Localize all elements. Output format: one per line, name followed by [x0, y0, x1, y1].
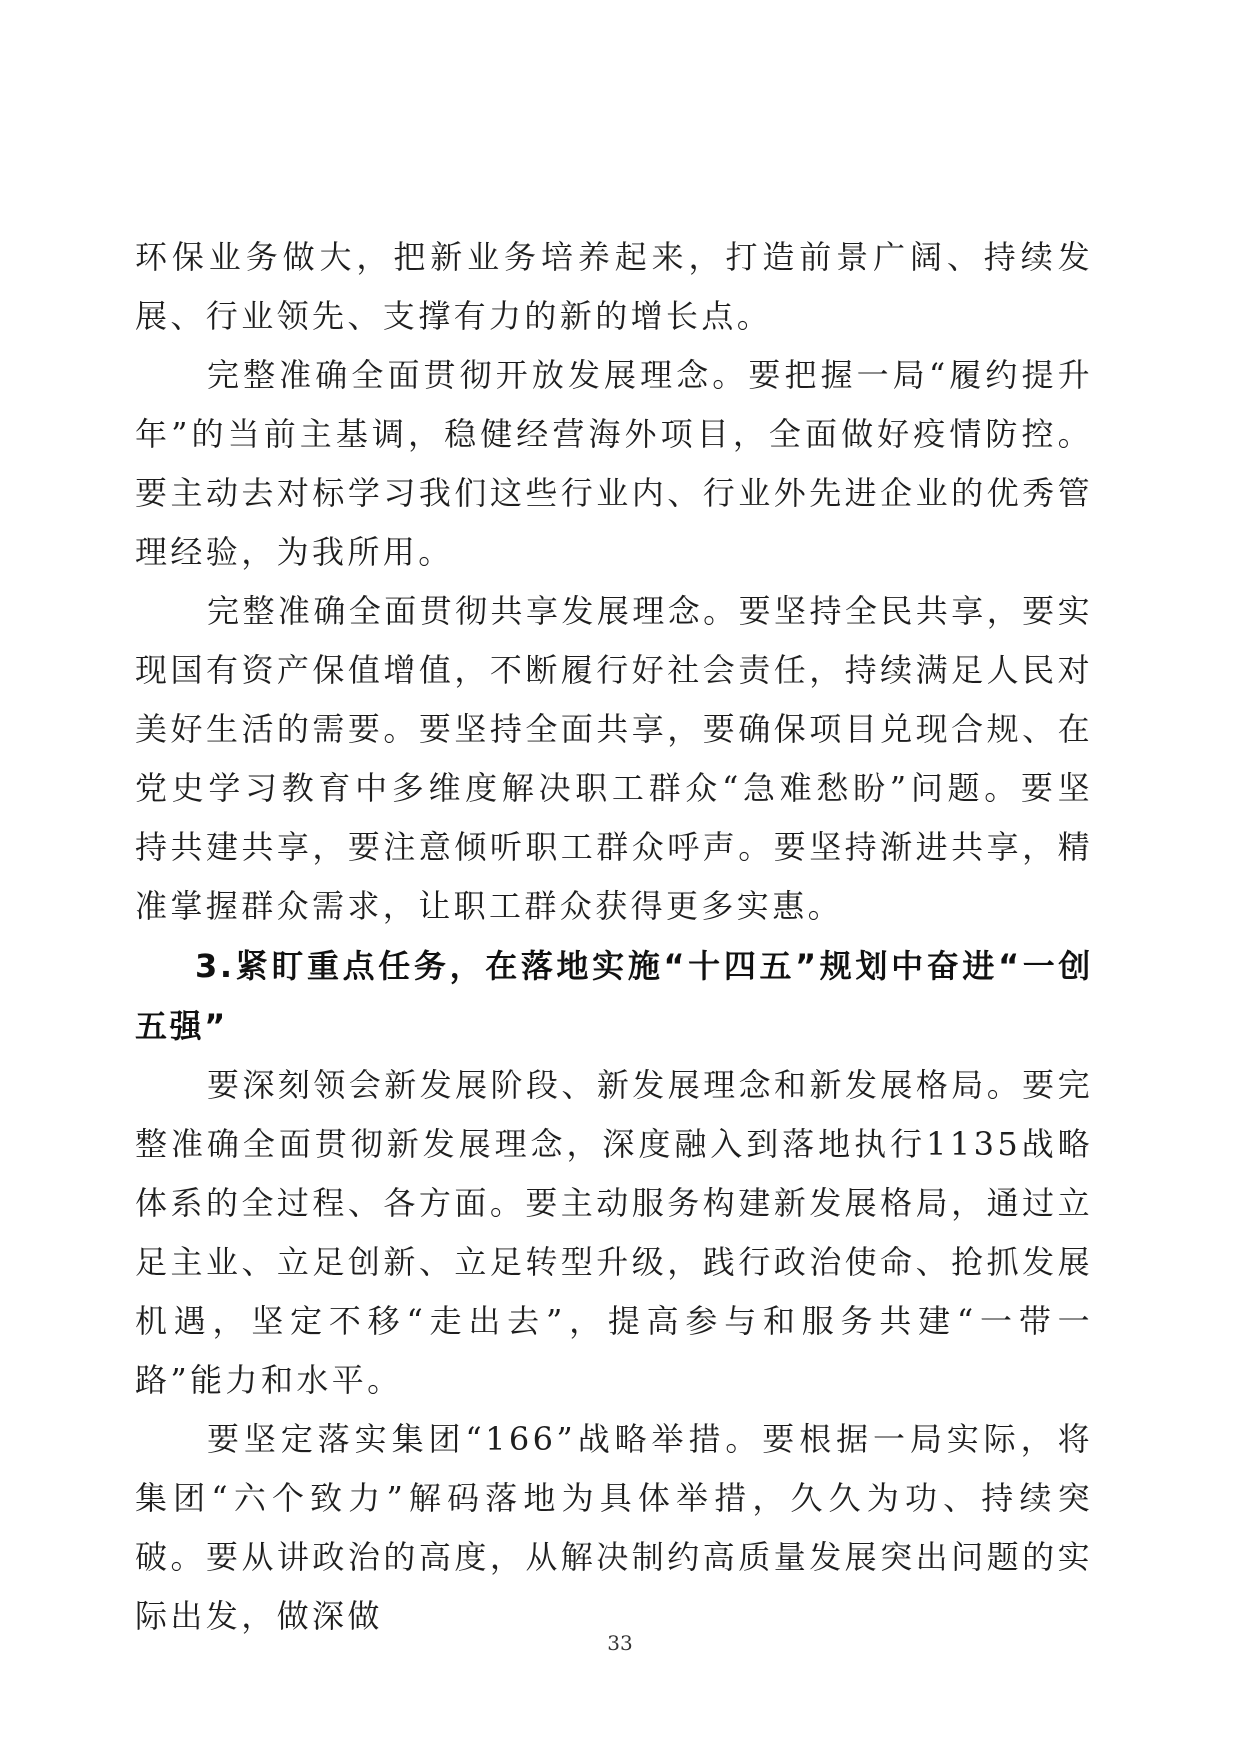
- paragraph-new-development-stage: 要深刻领会新发展阶段、新发展理念和新发展格局。要完整准确全面贯彻新发展理念，深度融入到落地执行1135战略体系的全过程、各方面。要主动服务构建新发展格局，通过立足主业、立足创新、立足转型升级，践行政治使命、抢抓发展机遇，坚定不移“走出去”，提高参与和服务共建“一带一路”能力和水平。: [135, 1066, 1093, 1399]
- page-number: 33: [607, 1631, 633, 1655]
- page-body: [135, 228, 1093, 1646]
- paragraph-group-166-strategy: 要坚定落实集团“166”战略举措。要根据一局实际，将集团“六个致力”解码落地为具体举措，久久为功、持续突破。要从讲政治的高度，从解决制约高质量发展突出问题的实际出发，做深做: [135, 1420, 1093, 1635]
- paragraph-open-development: 完整准确全面贯彻开放发展理念。要把握一局“履约提升年”的当前主基调，稳健经营海外项目，全面做好疫情防控。要主动去对标学习我们这些行业内、行业外先进企业的优秀管理经验，为我所用。: [135, 356, 1093, 571]
- paragraph-continued: 环保业务做大，把新业务培养起来，打造前景广阔、持续发展、行业领先、支撑有力的新的增长点。: [135, 238, 1093, 335]
- section-heading: 3.紧盯重点任务，在落地实施“十四五”规划中奋进“一创五强”: [135, 947, 1093, 1045]
- paragraph-shared-development: 完整准确全面贯彻共享发展理念。要坚持全民共享，要实现国有资产保值增值，不断履行好社会责任，持续满足人民对美好生活的需要。要坚持全面共享，要确保项目兑现合规、在党史学习教育中多维度解决职工群众“急难愁盼”问题。要坚持共建共享，要注意倾听职工群众呼声。要坚持渐进共享，精准掌握群众需求，让职工群众获得更多实惠。: [135, 592, 1093, 925]
